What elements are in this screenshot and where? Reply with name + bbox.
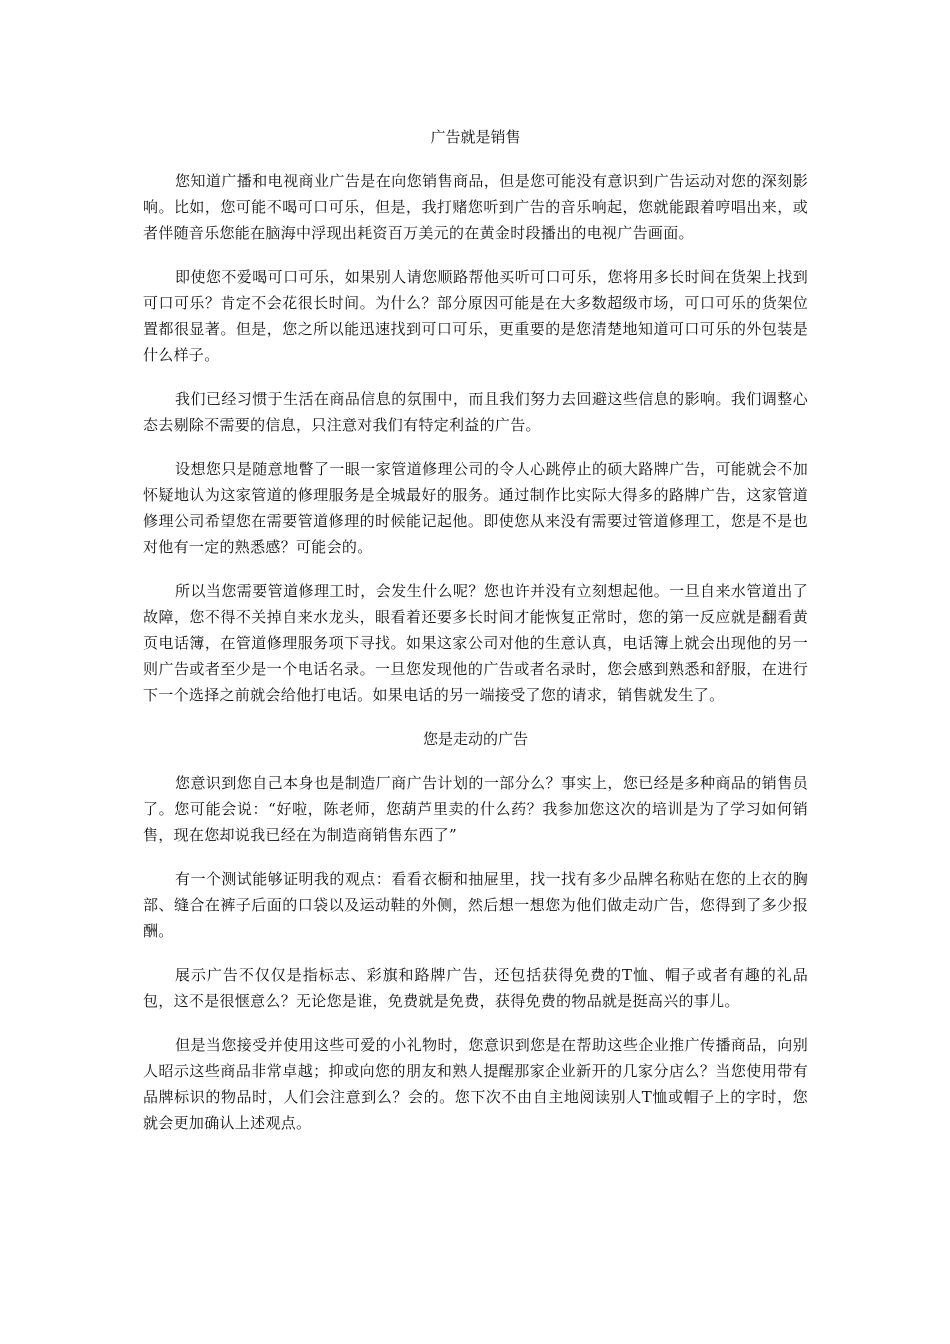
paragraph: 即使您不爱喝可口可乐，如果别人请您顺路帮他买听可口可乐，您将用多长时间在货架上找到可口可乐？肯定不会花很长时间。为什么？部分原因可能是在大多数超级市场，可口可乐的货架位置都很显著。但是，您之所以能迅速找到可口可乐，更重要的是您清楚地知道可口可乐的外包装是什么样子。 [143, 268, 808, 364]
paragraph: 展示广告不仅仅是指标志、彩旗和路牌广告，还包括获得免费的T恤、帽子或者有趣的礼品包，这不是很惬意么？无论您是谁，免费就是免费，获得免费的物品就是挺高兴的事儿。 [143, 966, 808, 1010]
document-title: 广告就是销售 [430, 128, 521, 146]
paragraph: 但是当您接受并使用这些可爱的小礼物时，您意识到您是在帮助这些企业推广传播商品，向别人昭示这些商品非常卓越；抑或向您的朋友和熟人提醒那家企业新开的几家分店么？当您使用带有品牌标识的物品时，人们会注意到么？会的。您下次不由自主地阅读别人T恤或帽子上的字时，您就会更加确认上述观点。 [143, 1036, 808, 1132]
document-body [143, 124, 808, 1136]
paragraph: 设想您只是随意地瞥了一眼一家管道修理公司的令人心跳停止的硕大路牌广告，可能就会不加怀疑地认为这家管道的修理服务是全城最好的服务。通过制作比实际大得多的路牌广告，这家管道修理公司希望您在需要管道修理的时候能记起他。即使您从来没有需要过管道修理工，您是不是也对他有一定的熟悉感？可能会的。 [143, 460, 808, 556]
paragraph: 所以当您需要管道修理工时，会发生什么呢？您也许并没有立刻想起他。一旦自来水管道出了故障，您不得不关掉自来水龙头，眼看着还要多长时间才能恢复正常时，您的第一反应就是翻看黄页电话簿，在管道修理服务项下寻找。如果这家公司对他的生意认真，电话簿上就会出现他的另一则广告或者至少是一个电话名录。一旦您发现他的广告或者名录时，您会感到熟悉和舒服，在进行下一个选择之前就会给他打电话。如果电话的另一端接受了您的请求，销售就发生了。 [143, 582, 808, 704]
paragraph: 您意识到您自己本身也是制造厂商广告计划的一部分么？事实上，您已经是多种商品的销售员了。您可能会说：“好啦，陈老师，您葫芦里卖的什么药？我参加您这次的培训是为了学习如何销售，现在您却说我已经在为制造商销售东西了” [143, 774, 808, 844]
section-heading: 您是走动的广告 [422, 730, 528, 748]
paragraph: 我们已经习惯于生活在商品信息的氛围中，而且我们努力去回避这些信息的影响。我们调整心态去剔除不需要的信息，只注意对我们有特定利益的广告。 [143, 390, 808, 434]
paragraph: 有一个测试能够证明我的观点：看看衣橱和抽屉里，找一找有多少品牌名称贴在您的上衣的胸部、缝合在裤子后面的口袋以及运动鞋的外侧，然后想一想您为他们做走动广告，您得到了多少报酬。 [143, 870, 808, 940]
paragraph: 您知道广播和电视商业广告是在向您销售商品，但是您可能没有意识到广告运动对您的深刻影响。比如，您可能不喝可口可乐，但是，我打赌您听到广告的音乐响起，您就能跟着哼唱出来，或者伴随音乐您能在脑海中浮现出耗资百万美元的在黄金时段播出的电视广告画面。 [143, 172, 808, 242]
